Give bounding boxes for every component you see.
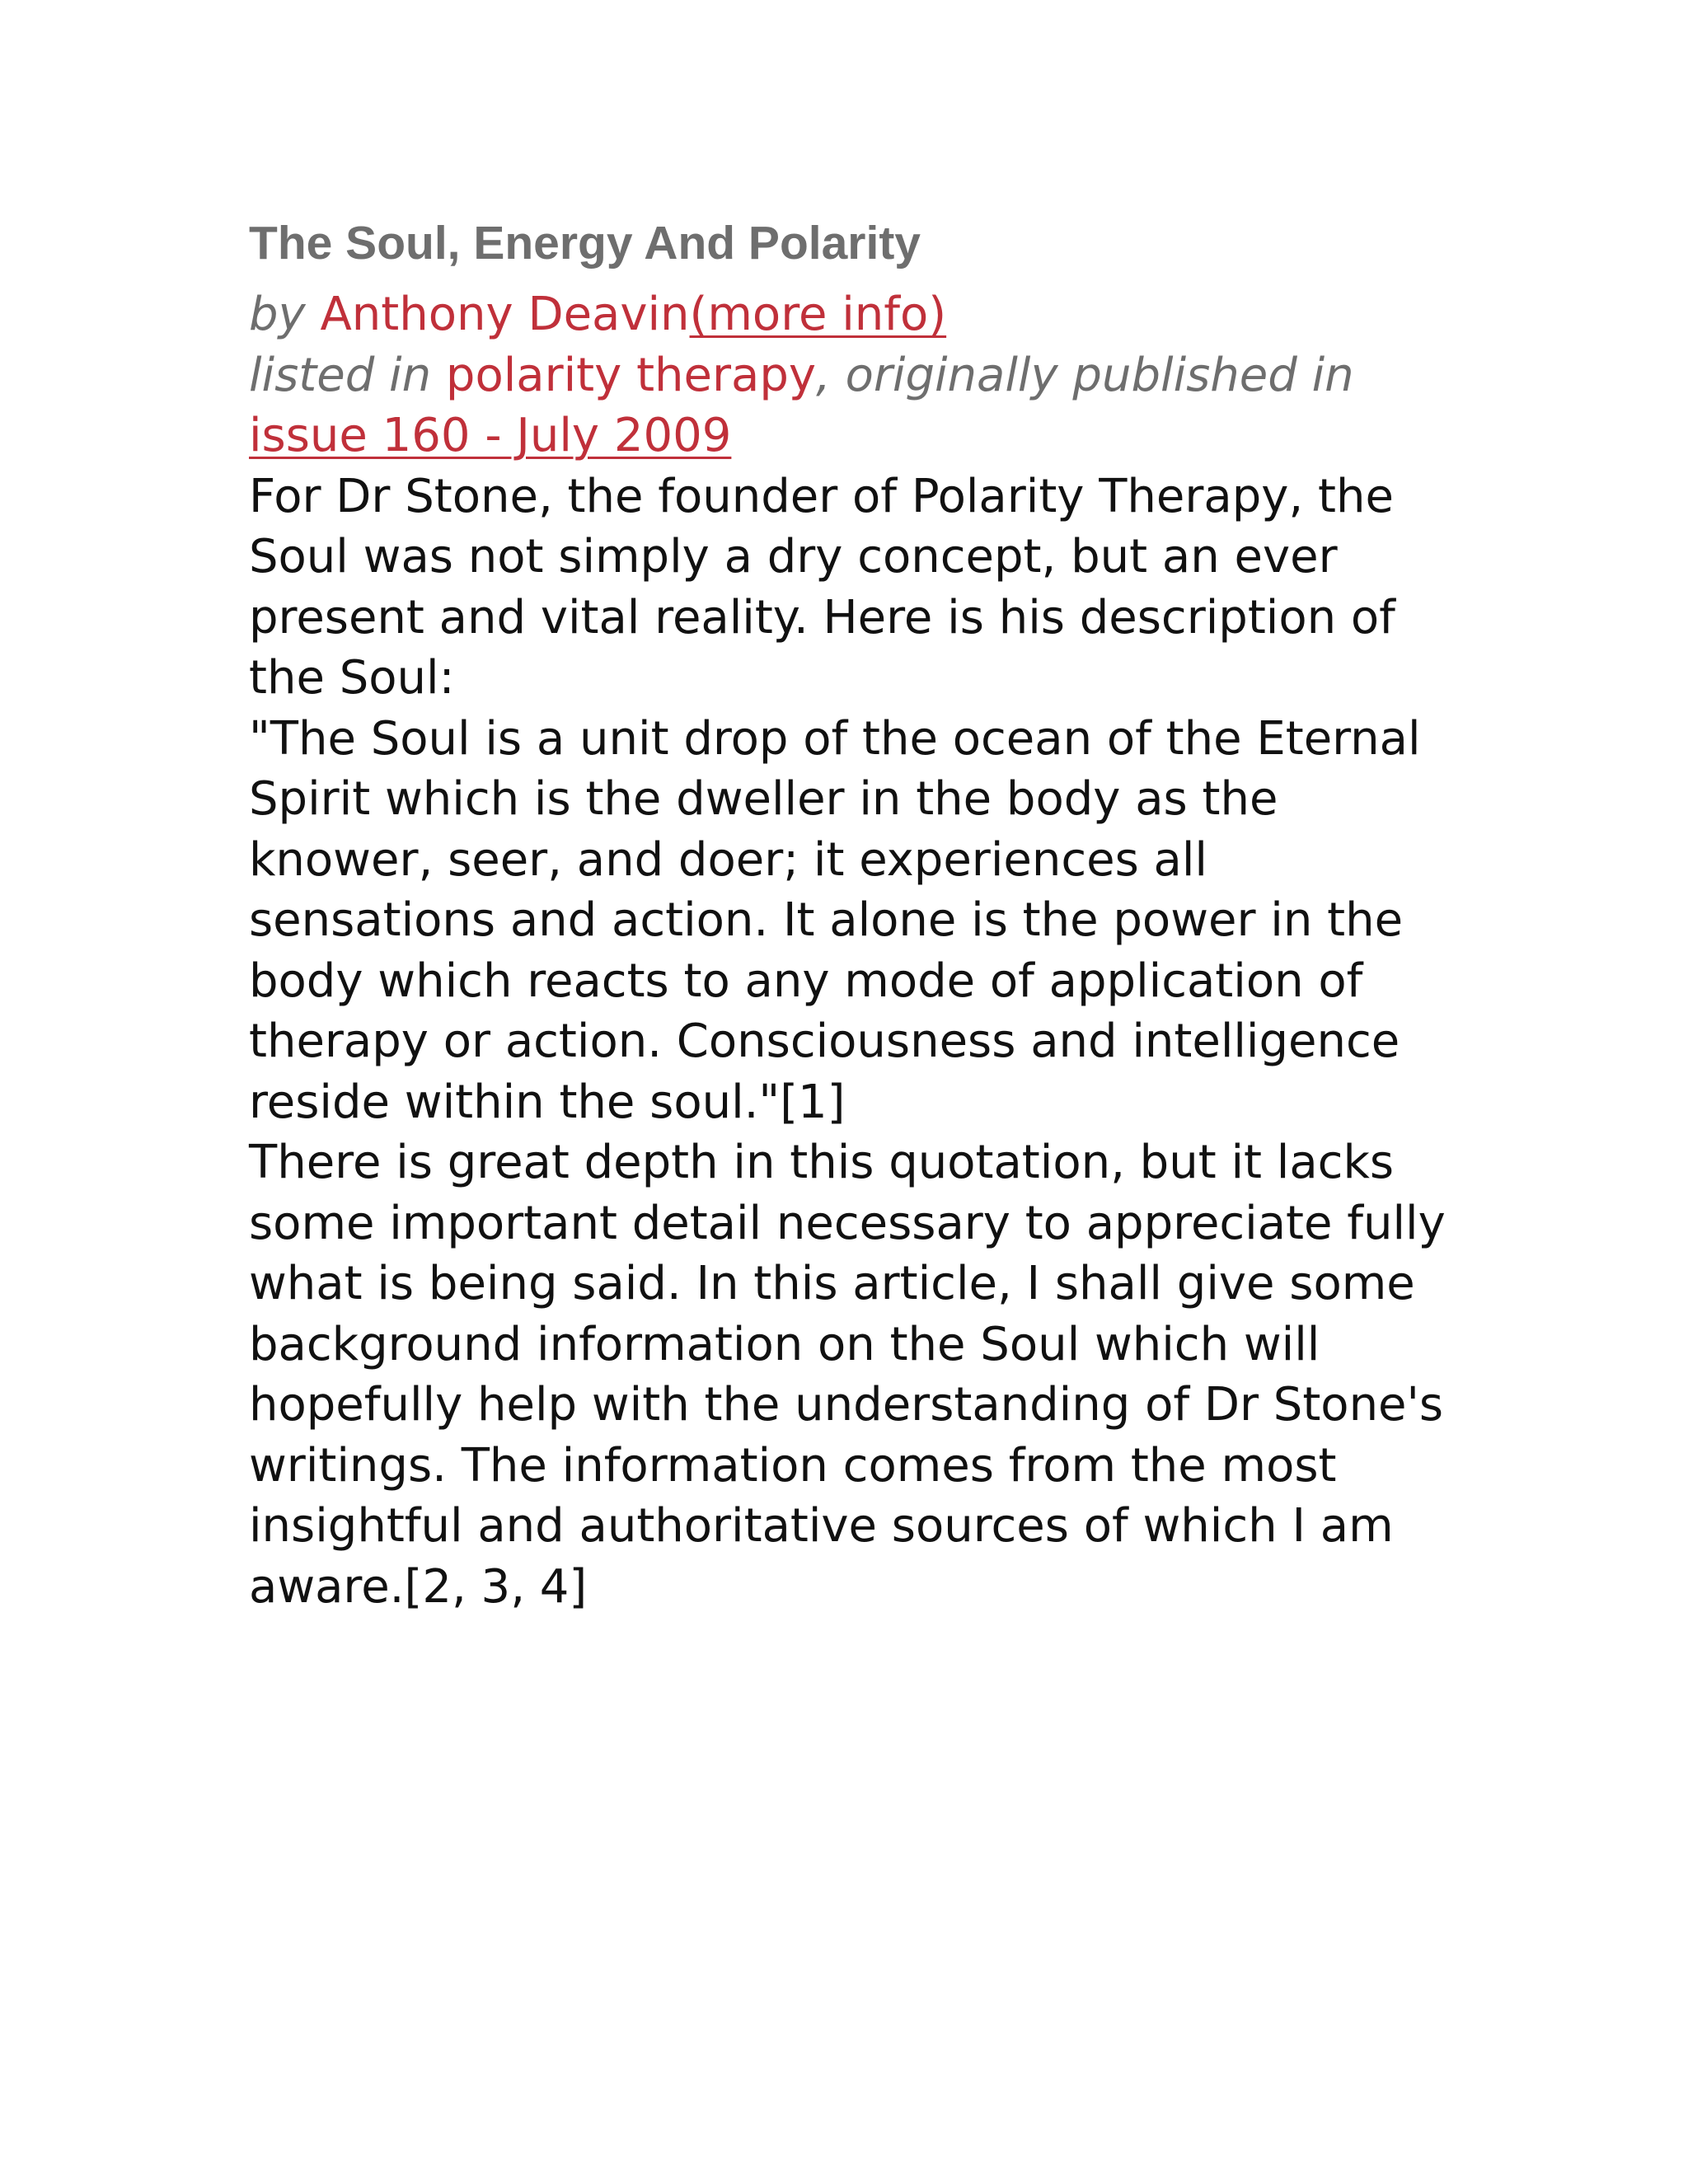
paragraph-intro: For Dr Stone, the founder of Polarity Therapy, the Soul was not simply a dry concept, but an ever present and vital reality. Here is his description of the Soul:	[249, 469, 1395, 705]
paragraph-commentary: There is great depth in this quotation, but it lacks some important detail necessary to appreciate fully what is being said. In this article, I shall give some background information on the Soul which will hopefully help with the understanding of Dr Stone's writings. The information comes from the most insightful and authoritative sources of which I am aware.[2, 3, 4]	[249, 1136, 1446, 1614]
author-link[interactable]: Anthony Deavin	[320, 288, 690, 341]
issue-link[interactable]: issue 160 - July 2009	[249, 409, 732, 462]
listing-line	[249, 345, 1452, 466]
paragraph-quotation: "The Soul is a unit drop of the ocean of the Eternal Spirit which is the dweller in the body as the knower, seer, and doer; it experiences all sensations and action. It alone is the power in the body which reacts to any mode of application of therapy or action. Consciousness and intelligence reside within the soul."[1]	[249, 711, 1421, 1129]
more-info-link[interactable]: (more info)	[689, 288, 947, 341]
by-label: by	[249, 288, 321, 341]
published-label: , originally published in	[816, 348, 1354, 402]
listed-in-label: listed in	[249, 348, 446, 402]
byline	[249, 284, 1452, 345]
article	[249, 210, 1452, 1617]
article-title: The Soul, Energy And Polarity	[249, 217, 921, 269]
category-link[interactable]: polarity therapy	[445, 348, 816, 402]
